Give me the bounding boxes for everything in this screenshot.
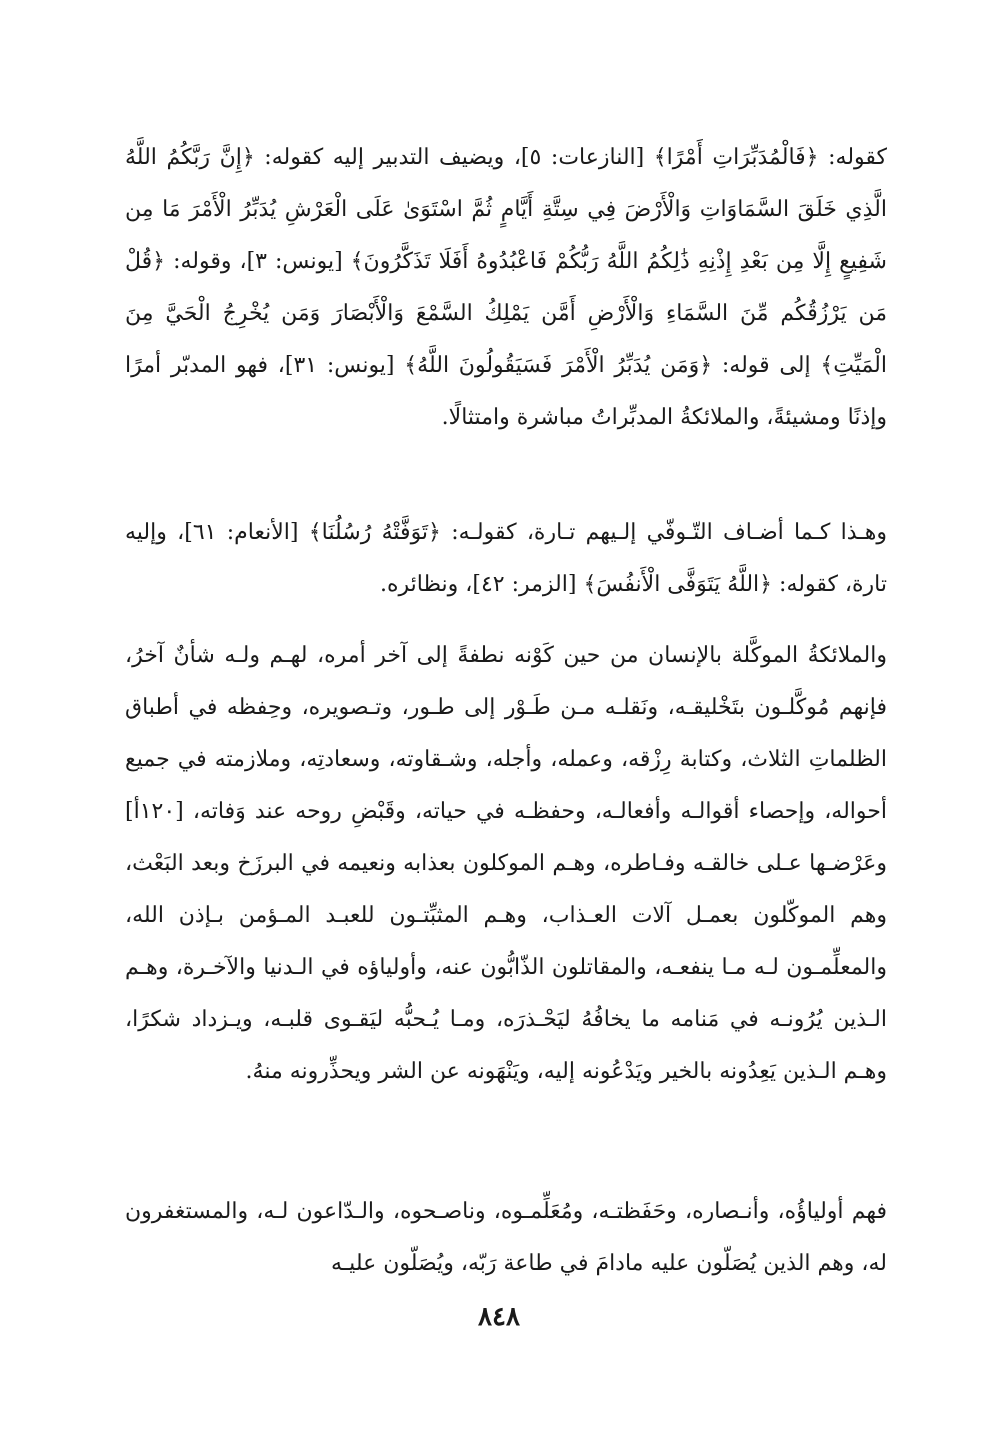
page-number: ٨٤٨: [478, 1302, 520, 1332]
paragraph-text: وهـذا كـما أضـاف التّـوفّي إلـيهم تـارة، كقولـه: ﴿تَوَفَّتْهُ رُسُلُنَا﴾ [الأنعام: ٦١]، وإليه تارة، كقوله: ﴿اللَّهُ يَتَوَفَّى الْأَنفُسَ﴾ [الزمر: ٤٢]، ونظائره.: [125, 520, 887, 597]
paragraph-text: فهم أولياؤُه، وأنـصاره، وحَفَظتـه، ومُعَلِّمـوه، وناصـحوه، والـدّاعون لـه، والمستغفرون له، وهم الذين يُصَلّون عليه مادامَ في طاعة رَبّه، ويُصَلّون عليـه: [125, 1199, 887, 1276]
paragraph-2: [125, 507, 887, 611]
paragraph-1: [125, 132, 887, 444]
paragraph-text: والملائكةُ الموكَّلة بالإنسان من حين كَوْنه نطفةً إلى آخر أمره، لهـم ولـه شأنٌ آخرُ، فإنهم مُوكَّلـون بتَخْليقـه، ونَقلـه مـن طَـوْر إلى طـور، وتـصويره، وحِفظه في أطباق الظلماتِ الثلاث، وكتابة رِزْقه، وعمله، وأجله، وشـقاوته، وسعادتِه، وملازمته في جميع أحواله، وإحصاء أقوالـه وأفعالـه، وحفظـه في حياته، وقَبْضِ روحه عند وَفاته، [١٢٠أ] وعَرْضـها عـلى خالقـه وفـاطره، وهـم الموكلون بعذابه ونعيمه في البرزَخ وبعد البَعْث، وهم الموكّلون بعمـل آلات العـذاب، وهـم المثبِّتـون للعبـد المـؤمن بـإذن الله، والمعلِّمـون لـه مـا ينفعـه، والمقاتلون الذّابُّون عنه، وأولياؤه في الـدنيا والآخـرة، وهـم الـذين يُرُونـه في مَنامه ما يخافُهُ ليَحْـذرَه، ومـا يُـحبُّه ليَقـوى قلبـه، ويـزداد شكرًا، وهـم الـذين يَعِدُونه بالخير ويَدْعُونه إليه، ويَنْهَونه عن الشر ويحذِّرونه منهُ.: [125, 643, 887, 1084]
paragraph-3: [125, 630, 887, 1098]
paragraph-4: [125, 1186, 887, 1290]
paragraph-text: كقوله: ﴿فَالْمُدَبِّرَاتِ أَمْرًا﴾ [النازعات: ٥]، ويضيف التدبير إليه كقوله: ﴿إِنَّ رَبَّكُمُ اللَّهُ الَّذِي خَلَقَ السَّمَاوَاتِ وَالْأَرْضَ فِي سِتَّةِ أَيَّامٍ ثُمَّ اسْتَوَىٰ عَلَى الْعَرْشِ يُدَبِّرُ الْأَمْرَ مَا مِن شَفِيعٍ إِلَّا مِن بَعْدِ إِذْنِهِ ذَٰلِكُمُ اللَّهُ رَبُّكُمْ فَاعْبُدُوهُ أَفَلَا تَذَكَّرُونَ﴾ [يونس: ٣]، وقوله: ﴿قُلْ مَن يَرْزُقُكُم مِّنَ السَّمَاءِ وَالْأَرْضِ أَمَّن يَمْلِكُ السَّمْعَ وَالْأَبْصَارَ وَمَن يُخْرِجُ الْحَيَّ مِنَ الْمَيِّتِ﴾ إلى قوله: ﴿وَمَن يُدَبِّرُ الْأَمْرَ فَسَيَقُولُونَ اللَّهُ﴾ [يونس: ٣١]، فهو المدبّر أمرًا وإذنًا ومشيئةً، والملائكةُ المدبِّراتُ مباشرة وامتثالًا.: [125, 145, 888, 430]
